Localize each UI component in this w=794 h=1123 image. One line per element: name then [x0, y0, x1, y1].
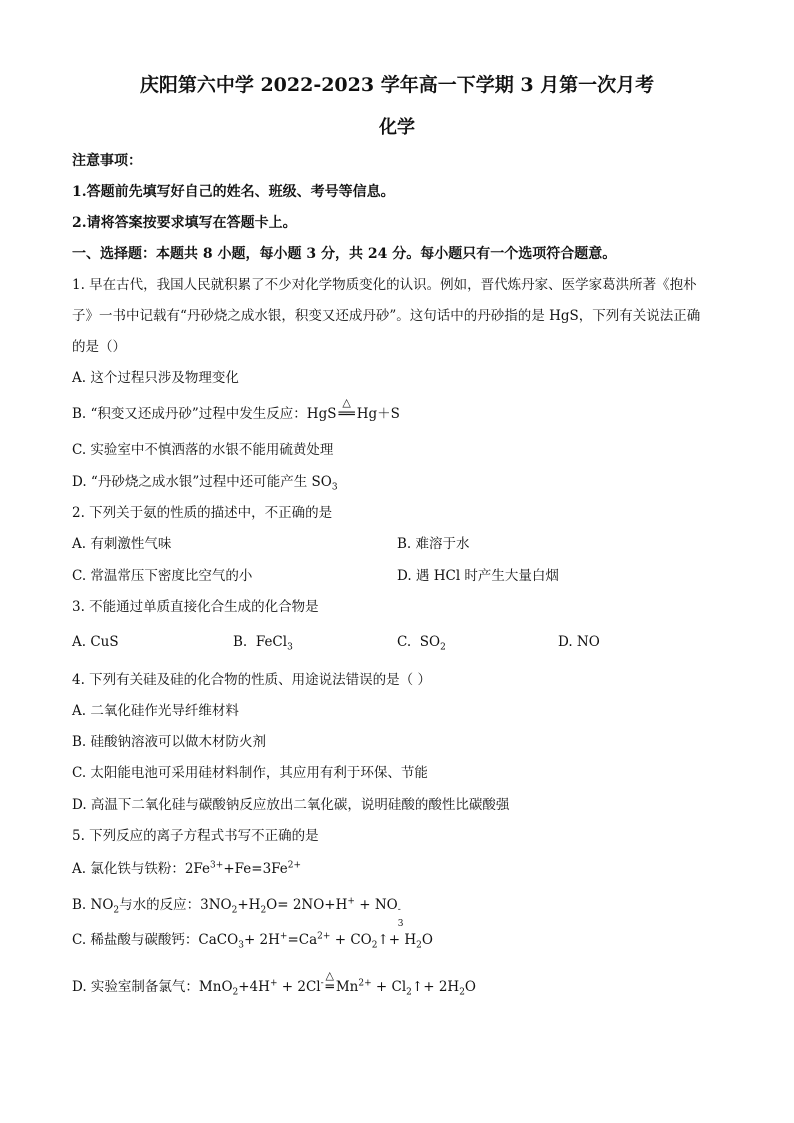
q5-c-sub: 2 [416, 940, 422, 951]
q3-option-d: D. NO [558, 634, 600, 650]
q5-c-sup: 2+ [317, 931, 331, 942]
q5-a-sup: 3+ [210, 860, 224, 871]
exam-title: 庆阳第六中学 2022-2023 学年高一下学期 3 月第一次月考 [139, 74, 655, 96]
q5-d-part: D. 实验室制备氯气：MnO [72, 979, 233, 995]
q5-stem: 5. 下列反应的离子方程式书写不正确的是 [72, 828, 319, 844]
q1-stem-line-2: 子》一书中记载有“丹砂烧之成水银，积变又还成丹砂”。这句话中的丹砂指的是 HgS，下列有关说法正确 [72, 308, 701, 324]
q5-c-part: O [421, 932, 433, 948]
q1-stem-line-1: 1. 早在古代，我国人民就积累了不少对化学物质变化的认识。例如，晋代炼丹家、医学家葛洪所著《抱朴 [72, 277, 697, 293]
heat-symbol: △ ══ [336, 404, 356, 424]
q3-option-c-sub: 2 [440, 642, 446, 653]
q5-b-sub: 2 [231, 905, 238, 916]
q5-d-part: + 2Cl [277, 979, 321, 995]
q5-d-part: +4H [238, 979, 270, 995]
q1-option-b [72, 396, 400, 424]
q3-stem: 3. 不能通过单质直接化合生成的化合物是 [72, 599, 319, 615]
q5-a-part: A. 氯化铁与铁粉：2Fe [72, 861, 211, 877]
q5-option-c [72, 930, 433, 950]
q5-b-sub: 2 [113, 905, 120, 916]
q2-stem: 2. 下列关于氨的性质的描述中，不正确的是 [72, 505, 333, 521]
note-item-2: 2.请将答案按要求填写在答题卡上。 [72, 215, 297, 231]
q5-b-part: O= 2NO+H [266, 897, 348, 913]
q3-option-b-sub: 3 [287, 642, 293, 653]
q3-option-c-label: C. [397, 634, 412, 650]
q5-option-b [72, 895, 404, 929]
q4-option-b: B. 硅酸钠溶液可以做木材防火剂 [72, 734, 267, 750]
heat-symbol: △ ═ [324, 977, 336, 997]
notes-heading: 注意事项： [72, 153, 142, 169]
q5-d-sup: + [269, 978, 278, 989]
q5-d-sup: - [320, 978, 324, 989]
q5-d-sup: 2+ [358, 978, 372, 989]
q5-c-sub: 2 [371, 940, 378, 951]
q2-option-a: A. 有刺激性气味 [72, 536, 172, 552]
q5-b-sup: - [397, 905, 401, 915]
q2-option-c: C. 常温常压下密度比空气的小 [72, 568, 253, 584]
q1-option-a: A. 这个过程只涉及物理变化 [72, 370, 239, 386]
q1-stem-line-3: 的是（） [72, 339, 126, 355]
q1-option-d-text: D. “丹砂烧之成水银”过程中还可能产生 SO [72, 474, 332, 490]
q3-option-c [397, 632, 446, 652]
q4-option-a: A. 二氧化硅作光导纤维材料 [72, 703, 239, 719]
q4-stem: 4. 下列有关硅及硅的化合物的性质、用途说法错误的是（ ） [72, 672, 431, 688]
q2-option-b: B. 难溶于水 [397, 536, 470, 552]
q5-d-part: ↑+ 2H [411, 979, 460, 995]
q5-b-part: + NO [354, 897, 398, 913]
section-heading: 一、选择题：本题共 8 小题，每小题 3 分，共 24 分。每小题只有一个选项符合题意。 [72, 246, 617, 262]
q3-option-b [233, 632, 293, 652]
subject-title: 化学 [379, 117, 415, 138]
q5-d-part: + Cl [371, 979, 407, 995]
q5-c-sup: + [279, 931, 288, 942]
q5-a-part: +Fe=3Fe [223, 861, 288, 877]
q5-c-part: =Ca [287, 932, 318, 948]
q5-d-part: Mn [335, 979, 359, 995]
q1-option-d [72, 472, 338, 492]
q1-option-c: C. 实验室中不慎洒落的水银不能用硫黄处理 [72, 442, 334, 458]
q5-b-sub: 2 [260, 905, 267, 916]
delta-icon: △ [342, 396, 351, 409]
q5-d-sub: 2 [406, 987, 412, 998]
q5-c-sub: 3 [238, 940, 244, 951]
q5-option-a [72, 859, 301, 879]
q5-b-sup: + [347, 896, 355, 907]
q5-d-part: O [464, 979, 476, 995]
q3-option-b-label: B. [233, 634, 248, 650]
q5-c-part: C. 稀盐酸与碳酸钙：CaCO [72, 932, 239, 948]
q5-b-part: 与水的反应：3NO [119, 897, 232, 913]
q5-c-part: ↑+ H [377, 932, 417, 948]
q5-b-sub: 3 [397, 919, 404, 929]
delta-icon: △ [325, 969, 334, 982]
q1-option-d-sub: 3 [331, 482, 338, 493]
q5-a-sup: 2+ [287, 860, 302, 871]
q4-option-d: D. 高温下二氧化硅与碳酸钠反应放出二氧化碳，说明硅酸的酸性比碳酸强 [72, 797, 510, 813]
q2-option-d: D. 遇 HCl 时产生大量白烟 [397, 568, 559, 584]
q3-option-b-formula: FeCl [255, 634, 288, 650]
note-item-1: 1.答题前先填写好自己的姓名、班级、考号等信息。 [72, 184, 395, 200]
q5-b-part: +H [237, 897, 261, 913]
q5-b-part: B. NO [72, 897, 114, 913]
q5-d-sub: 2 [232, 987, 239, 998]
q5-option-d [72, 969, 476, 998]
q1-option-b-suffix: Hg＋S [356, 406, 400, 422]
q5-c-part: + CO [330, 932, 372, 948]
q4-option-c: C. 太阳能电池可采用硅材料制作，其应用有利于环保、节能 [72, 765, 428, 781]
q1-option-b-prefix: B. “积变又还成丹砂”过程中发生反应：HgS [72, 406, 337, 422]
q3-option-c-formula: SO [419, 634, 441, 650]
q3-option-a: A. CuS [72, 634, 119, 650]
q5-d-sub: 2 [459, 987, 465, 998]
q5-c-part: + 2H [243, 932, 280, 948]
